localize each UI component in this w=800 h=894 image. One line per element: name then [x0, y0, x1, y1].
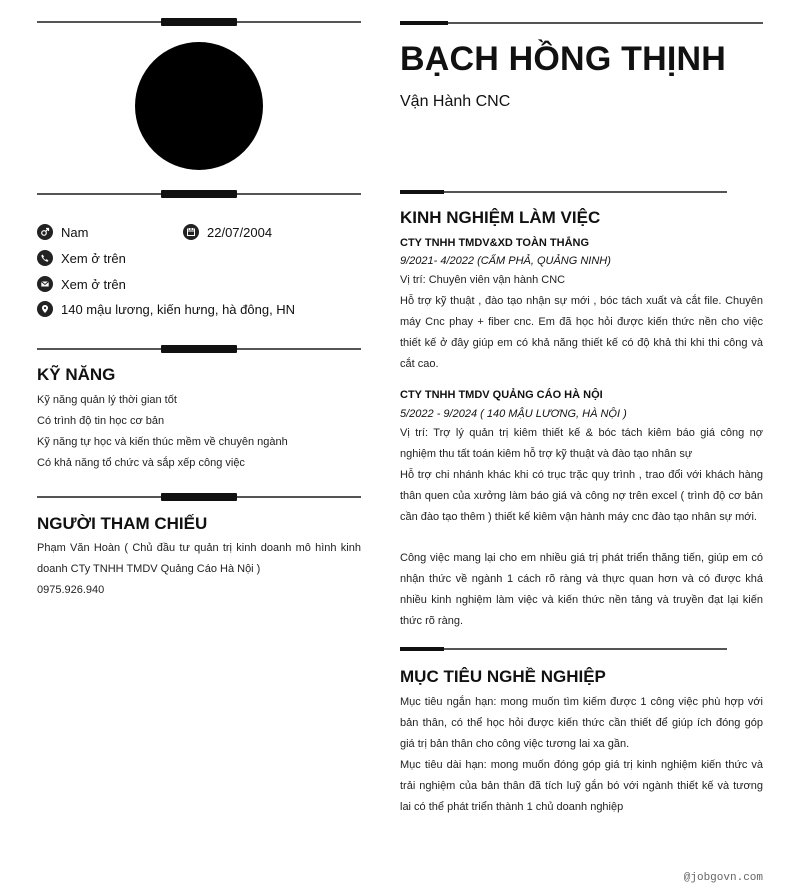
- email-icon: [37, 276, 53, 292]
- skill-item: Kỹ năng quản lý thời gian tốt: [37, 394, 177, 406]
- footer-watermark: @jobgovn.com: [683, 872, 763, 884]
- phone-icon: [37, 250, 53, 266]
- job-position: Vị trí: Chuyên viên vận hành CNC: [400, 274, 566, 286]
- email-row: [37, 275, 126, 293]
- phone-row: [37, 249, 126, 267]
- references-title: NGƯỜI THAM CHIẾU: [37, 514, 208, 533]
- divider-below-avatar: [37, 190, 361, 198]
- job-date: 9/2021- 4/2022 (CẨM PHẢ, QUẢNG NINH): [400, 255, 611, 267]
- divider-top-left: [37, 18, 361, 26]
- references-phone: 0975.926.940: [37, 584, 105, 596]
- avatar: [135, 42, 263, 170]
- profile-role: Vận Hành CNC: [400, 93, 511, 110]
- divider-experience: [400, 190, 727, 194]
- job-company: CTY TNHH TMDV&XD TOÀN THẮNG: [400, 237, 590, 249]
- job-position: Vị trí: Trợ lý quản trị kiêm thiết kế & bóc tách kiêm báo giá công nợ nghiệm thu tất toán kiêm hỗ trợ kỹ thuật và đào tạo nhân sự: [400, 427, 763, 460]
- divider-skills: [37, 345, 361, 353]
- birthdate-text: 22/07/2004: [207, 224, 273, 240]
- address-row: [37, 300, 295, 318]
- location-pin-icon: [37, 301, 53, 317]
- experience-title: KINH NGHIỆM LÀM VIỆC: [400, 208, 601, 227]
- skill-item: Có trình độ tin học cơ bản: [37, 415, 165, 427]
- references-text: Phạm Văn Hoàn ( Chủ đầu tư quản trị kinh doanh mô hình kinh doanh CTy TNHH TMDV Quảng Cáo Hà Nội ): [37, 542, 361, 575]
- skill-item: Kỹ năng tự học và kiến thúc mềm về chuyên ngành: [37, 436, 288, 448]
- address-text: 140 mậu lương, kiến hưng, hà đông, HN: [61, 301, 296, 317]
- job-description-extra: Công việc mang lại cho em nhiều giá trị phát triển thăng tiến, giúp em có nhận thức về ngành 1 cách rõ ràng và thực quan hơn và có được khá nhiều kinh nghiệm làm việc và kiến thức nền tảng và truyền đạt lại kiến thức rõ ràng.: [400, 552, 763, 627]
- objective-short: Mục tiêu ngắn hạn: mong muốn tìm kiếm được 1 công việc phù hợp với bản thân, có thể học hỏi được kiến thức cần thiết để giúp ích đóng góp giá trị bản thân cho công việc tương lai xa gần.: [400, 696, 763, 750]
- birthdate-row: [183, 223, 272, 241]
- job-description: Hỗ trợ kỹ thuật , đào tạo nhận sự mới , bóc tách xuất và cắt file. Chuyên máy Cnc phay + fiber cnc. Em đã học hỏi được kiến thức nền cho việc thiết kế ở đây giúp em có khả năng thiết kế có độ khả thi khi thi công và cắt cao.: [400, 295, 763, 370]
- gender-icon: [37, 224, 53, 240]
- objective-long: Mục tiêu dài hạn: mong muốn đóng góp giá trị kinh nghiệm kiến thức và trải nghiệm của bản thân đã tích luỹ gắn bó với ngành thiết kế và tương lai có thể phát triển thành 1 chủ doanh nghiệp: [400, 759, 763, 813]
- objective-title: MỤC TIÊU NGHỀ NGHIỆP: [400, 667, 606, 686]
- job-description: Hỗ trợ chi nhánh khác khi có trục trặc quy trình , trao đổi với khách hàng thân quen của xưởng làm báo giá và công nợ trên excel ( trình độ cơ bản cần đào tạo thêm ) thiết kế kiêm vận hành máy cnc đào tạo nhân sự mới.: [400, 469, 763, 523]
- profile-name: BẠCH HỒNG THỊNH: [400, 40, 726, 78]
- phone-text: Xem ở trên: [61, 250, 126, 266]
- divider-references: [37, 493, 361, 501]
- job-company: CTY TNHH TMDV QUẢNG CÁO HÀ NỘI: [400, 389, 603, 401]
- job-date: 5/2022 - 9/2024 ( 140 MẬU LƯƠNG, HÀ NỘI ): [400, 408, 627, 420]
- calendar-icon: [183, 224, 199, 240]
- skills-title: KỸ NĂNG: [37, 365, 116, 384]
- gender-text: Nam: [61, 224, 89, 240]
- email-text: Xem ở trên: [61, 276, 126, 292]
- skill-item: Có khả năng tổ chức và sắp xếp công việc: [37, 457, 245, 469]
- divider-objective: [400, 647, 727, 651]
- gender-row: [37, 223, 88, 241]
- divider-top-right: [400, 21, 763, 25]
